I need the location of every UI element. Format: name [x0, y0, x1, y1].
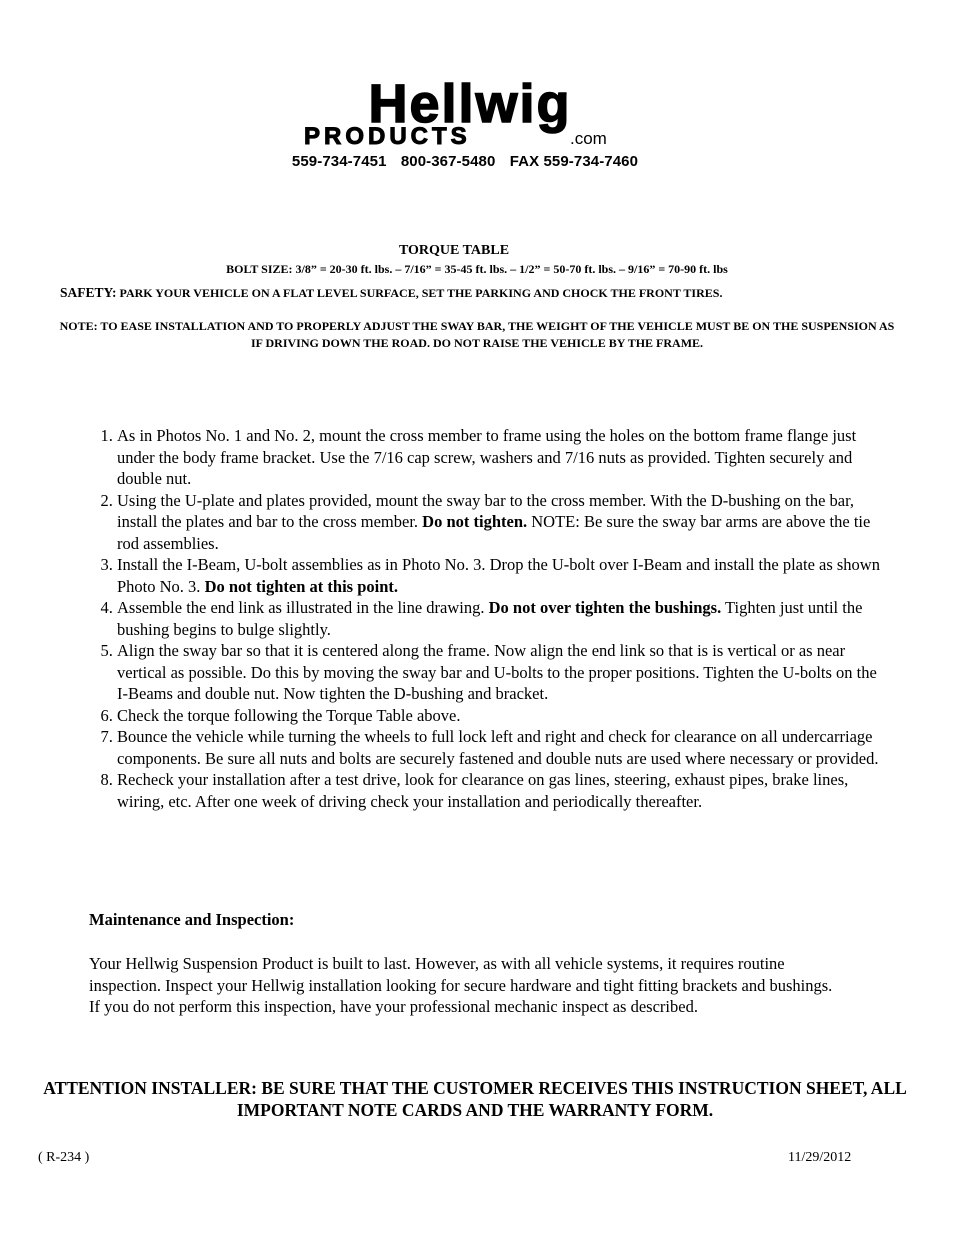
note-text: NOTE: TO EASE INSTALLATION AND TO PROPERLY ADJUST THE SWAY BAR, THE WEIGHT OF THE VEHICLE MUST BE ON THE SUSPENSION AS IF DRIVING DOWN THE ROAD. DO NOT RAISE THE VEHICLE BY THE FRAME.	[59, 319, 895, 350]
step-1: 1. As in Photos No. 1 and No. 2, mount the cross member to frame using the holes on the bottom frame flange just under the body frame bracket. Use the 7/16 cap screw, washers and 7/16 nuts as provided. Tighten securely and double nut.	[117, 425, 882, 490]
safety-text: PARK YOUR VEHICLE ON A FLAT LEVEL SURFACE, SET THE PARKING AND CHOCK THE FRONT TIRES.	[119, 286, 723, 300]
maintenance-heading: Maintenance and Inspection:	[89, 910, 295, 929]
svg-text:.com: .com	[570, 129, 607, 148]
hellwig-logo	[300, 80, 640, 148]
step-3: 3. Install the I-Beam, U-bolt assemblies as in Photo No. 3. Drop the U-bolt over I-Beam and install the plate as shown Photo No. 3. Do not tighten at this point.	[117, 554, 882, 597]
step-6: 6. Check the torque following the Torque Table above.	[117, 705, 882, 727]
svg-text:Hellwig: Hellwig	[368, 80, 572, 134]
svg-text:PRODUCTS: PRODUCTS	[304, 123, 471, 148]
attention-installer: ATTENTION INSTALLER: BE SURE THAT THE CUSTOMER RECEIVES THIS INSTRUCTION SHEET, ALL IMPORTANT NOTE CARDS AND THE WARRANTY FORM.	[43, 1078, 907, 1120]
phone-1: 559-734-7451	[291, 153, 387, 170]
torque-table-title: TORQUE TABLE	[398, 243, 510, 258]
step-2: 2. Using the U-plate and plates provided, mount the sway bar to the cross member. With the D-bushing on the bar, install the plates and bar to the cross member. Do not tighten. NOTE: Be sure the sway bar arms are above the tie rod assemblies.	[117, 490, 882, 555]
phone-2: 800-367-5480	[400, 153, 496, 170]
torque-bolt-sizes: BOLT SIZE: 3/8” = 20-30 ft. lbs. – 7/16” = 35-45 ft. lbs. – 1/2” = 50-70 ft. lbs. – 9/16” = 70-90 ft. lbs	[226, 262, 728, 276]
step-7: 7. Bounce the vehicle while turning the wheels to full lock left and right and check for clearance on all undercarriage components. Be sure all nuts and bolts are securely fastened and double nuts are used where necessary or provided.	[117, 726, 882, 769]
instruction-steps	[89, 425, 882, 812]
document-date: 11/29/2012	[788, 1150, 852, 1165]
safety-line	[60, 285, 722, 301]
step-4: 4. Assemble the end link as illustrated in the line drawing. Do not over tighten the bushings. Tighten just until the bushing begins to bulge slightly.	[117, 597, 882, 640]
document-code: ( R-234 )	[38, 1150, 90, 1165]
contact-phones	[0, 153, 930, 170]
step-5: 5. Align the sway bar so that it is centered along the frame. Now align the end link so that is is vertical or as near vertical as possible. Do this by moving the sway bar and U-bolts to the proper positions. Tighten the U-bolts on the I-Beams and double nut. Now tighten the D-bushing and bracket.	[117, 640, 882, 705]
safety-label: SAFETY:	[60, 285, 117, 300]
step-8: 8. Recheck your installation after a test drive, look for clearance on gas lines, steering, exhaust pipes, brake lines, wiring, etc. After one week of driving check your installation and periodically thereafter.	[117, 769, 882, 812]
maintenance-body: Your Hellwig Suspension Product is built to last. However, as with all vehicle systems, it requires routine inspection. Inspect your Hellwig installation looking for secure hardware and tight fitting brackets and bushings. If you do not perform this inspection, have your professional mechanic inspect as described.	[89, 954, 833, 1016]
fax: FAX 559-734-7460	[509, 153, 639, 170]
